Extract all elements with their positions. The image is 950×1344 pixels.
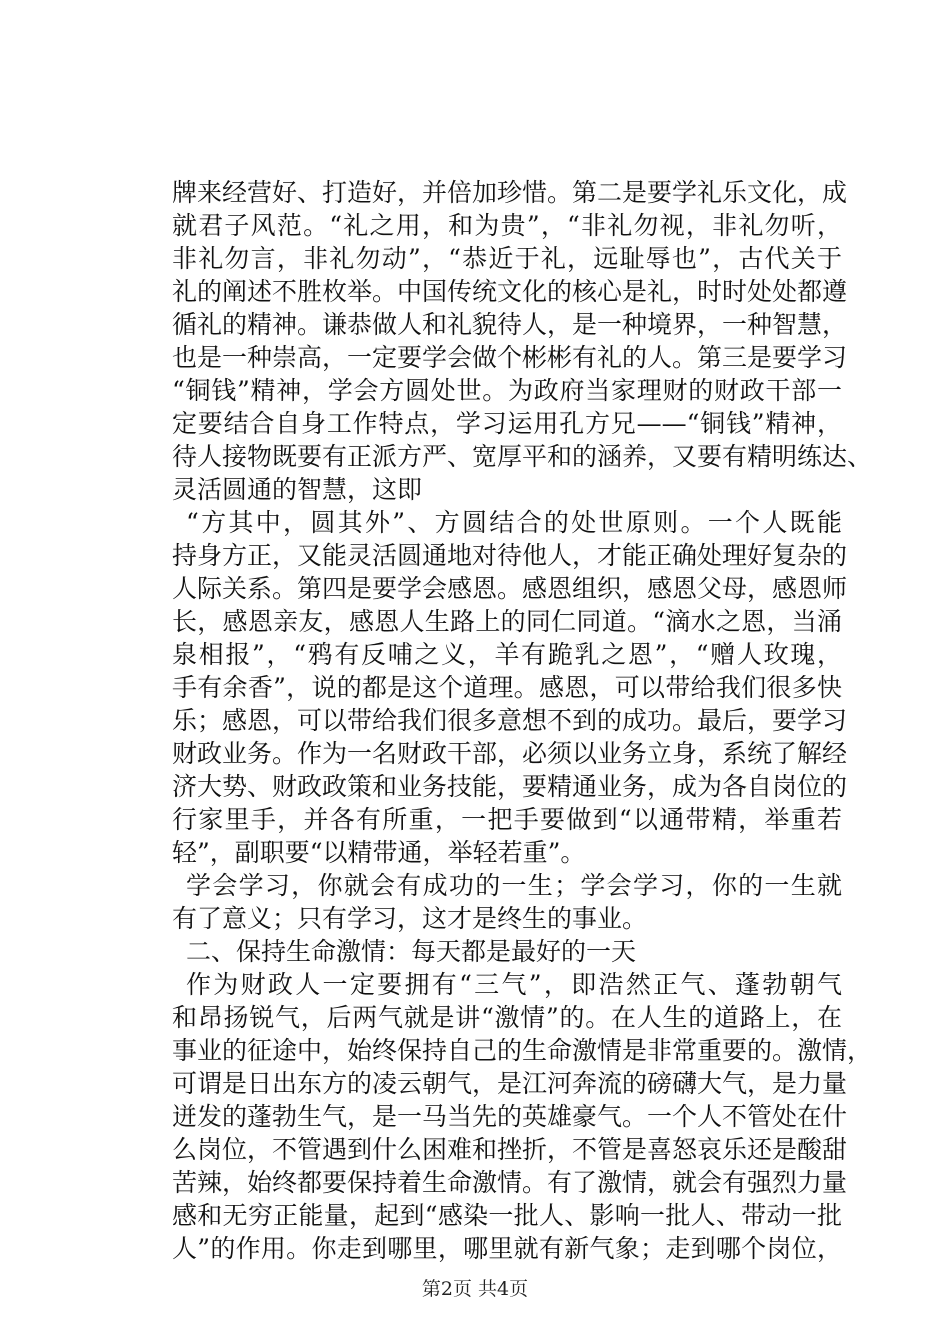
body-text-line: 手有余香”，说的都是这个道理。感恩，可以带给我们很多快 bbox=[172, 673, 842, 702]
body-text-line: 也是一种崇高，一定要学会做个彬彬有礼的人。第三是要学习 bbox=[172, 343, 848, 372]
body-text-line: 行家里手，并各有所重，一把手要做到“以通带精，举重若 bbox=[172, 805, 842, 834]
body-text-line: 感和无穷正能量，起到“感染一批人、影响一批人、带动一批 bbox=[172, 1201, 842, 1230]
body-text-line: “铜钱”精神，学会方圆处世。为政府当家理财的财政干部一 bbox=[172, 376, 842, 405]
body-text-line: 就君子风范。“礼之用，和为贵”，“非礼勿视，非礼勿听， bbox=[172, 211, 842, 240]
body-text-line: “方其中，圆其外”、方圆结合的处世原则。一个人既能 bbox=[186, 508, 842, 537]
body-text-line: 么岗位，不管遇到什么困难和挫折，不管是喜怒哀乐还是酸甜 bbox=[172, 1135, 848, 1164]
body-text-line: 灵活圆通的智慧，这即 bbox=[172, 475, 423, 504]
body-text-line: 循礼的精神。谦恭做人和礼貌待人，是一种境界，一种智慧， bbox=[172, 310, 848, 339]
body-text-line: 长，感恩亲友，感恩人生路上的同仁同道。“滴水之恩，当涌 bbox=[172, 607, 842, 636]
body-text-line: 苦辣，始终都要保持着生命激情。有了激情，就会有强烈力量 bbox=[172, 1168, 848, 1197]
body-text-line: 学会学习，你就会有成功的一生；学会学习，你的一生就 bbox=[186, 871, 842, 900]
body-text-line: 事业的征途中，始终保持自己的生命激情是非常重要的。激情， bbox=[172, 1036, 873, 1065]
body-text-line: 非礼勿言，非礼勿动”，“恭近于礼，远耻辱也”，古代关于 bbox=[172, 244, 842, 273]
body-text-line: 待人接物既要有正派方严、宽厚平和的涵养，又要有精明练达、 bbox=[172, 442, 873, 471]
body-text-line: 持身方正，又能灵活圆通地对待他人，才能正确处理好复杂的 bbox=[172, 541, 848, 570]
body-text-line: 泉相报”，“鸦有反哺之义，羊有跪乳之恩”，“赠人玫瑰， bbox=[172, 640, 842, 669]
body-text-line: 财政业务。作为一名财政干部，必须以业务立身，系统了解经 bbox=[172, 739, 848, 768]
body-text-line: 济大势、财政政策和业务技能，要精通业务，成为各自岗位的 bbox=[172, 772, 848, 801]
section-heading: 二、保持生命激情：每天都是最好的一天 bbox=[186, 937, 637, 966]
body-text-line: 作为财政人一定要拥有“三气”，即浩然正气、蓬勃朝气 bbox=[186, 970, 842, 999]
body-text-line: 乐；感恩，可以带给我们很多意想不到的成功。最后，要学习 bbox=[172, 706, 848, 735]
body-text-line: 礼的阐述不胜枚举。中国传统文化的核心是礼，时时处处都遵 bbox=[172, 277, 848, 306]
body-text-line: 定要结合自身工作特点，学习运用孔方兄——“铜钱”精神， bbox=[172, 409, 842, 438]
body-text-line: 轻”，副职要“以精带通，举轻若重”。 bbox=[172, 838, 586, 867]
body-text-line: 牌来经营好、打造好，并倍加珍惜。第二是要学礼乐文化，成 bbox=[172, 178, 848, 207]
body-text-line: 人际关系。第四是要学会感恩。感恩组织，感恩父母，感恩师 bbox=[172, 574, 848, 603]
body-text-line: 人”的作用。你走到哪里，哪里就有新气象；走到哪个岗位， bbox=[172, 1234, 842, 1263]
page-number-footer: 第2页 共4页 bbox=[421, 1278, 529, 1300]
body-text-line: 可谓是日出东方的凌云朝气，是江河奔流的磅礴大气，是力量 bbox=[172, 1069, 848, 1098]
body-text-line: 和昂扬锐气，后两气就是讲“激情”的。在人生的道路上，在 bbox=[172, 1003, 842, 1032]
body-text-line: 有了意义；只有学习，这才是终生的事业。 bbox=[172, 904, 648, 933]
body-text-line: 迸发的蓬勃生气，是一马当先的英雄豪气。一个人不管处在什 bbox=[172, 1102, 848, 1131]
